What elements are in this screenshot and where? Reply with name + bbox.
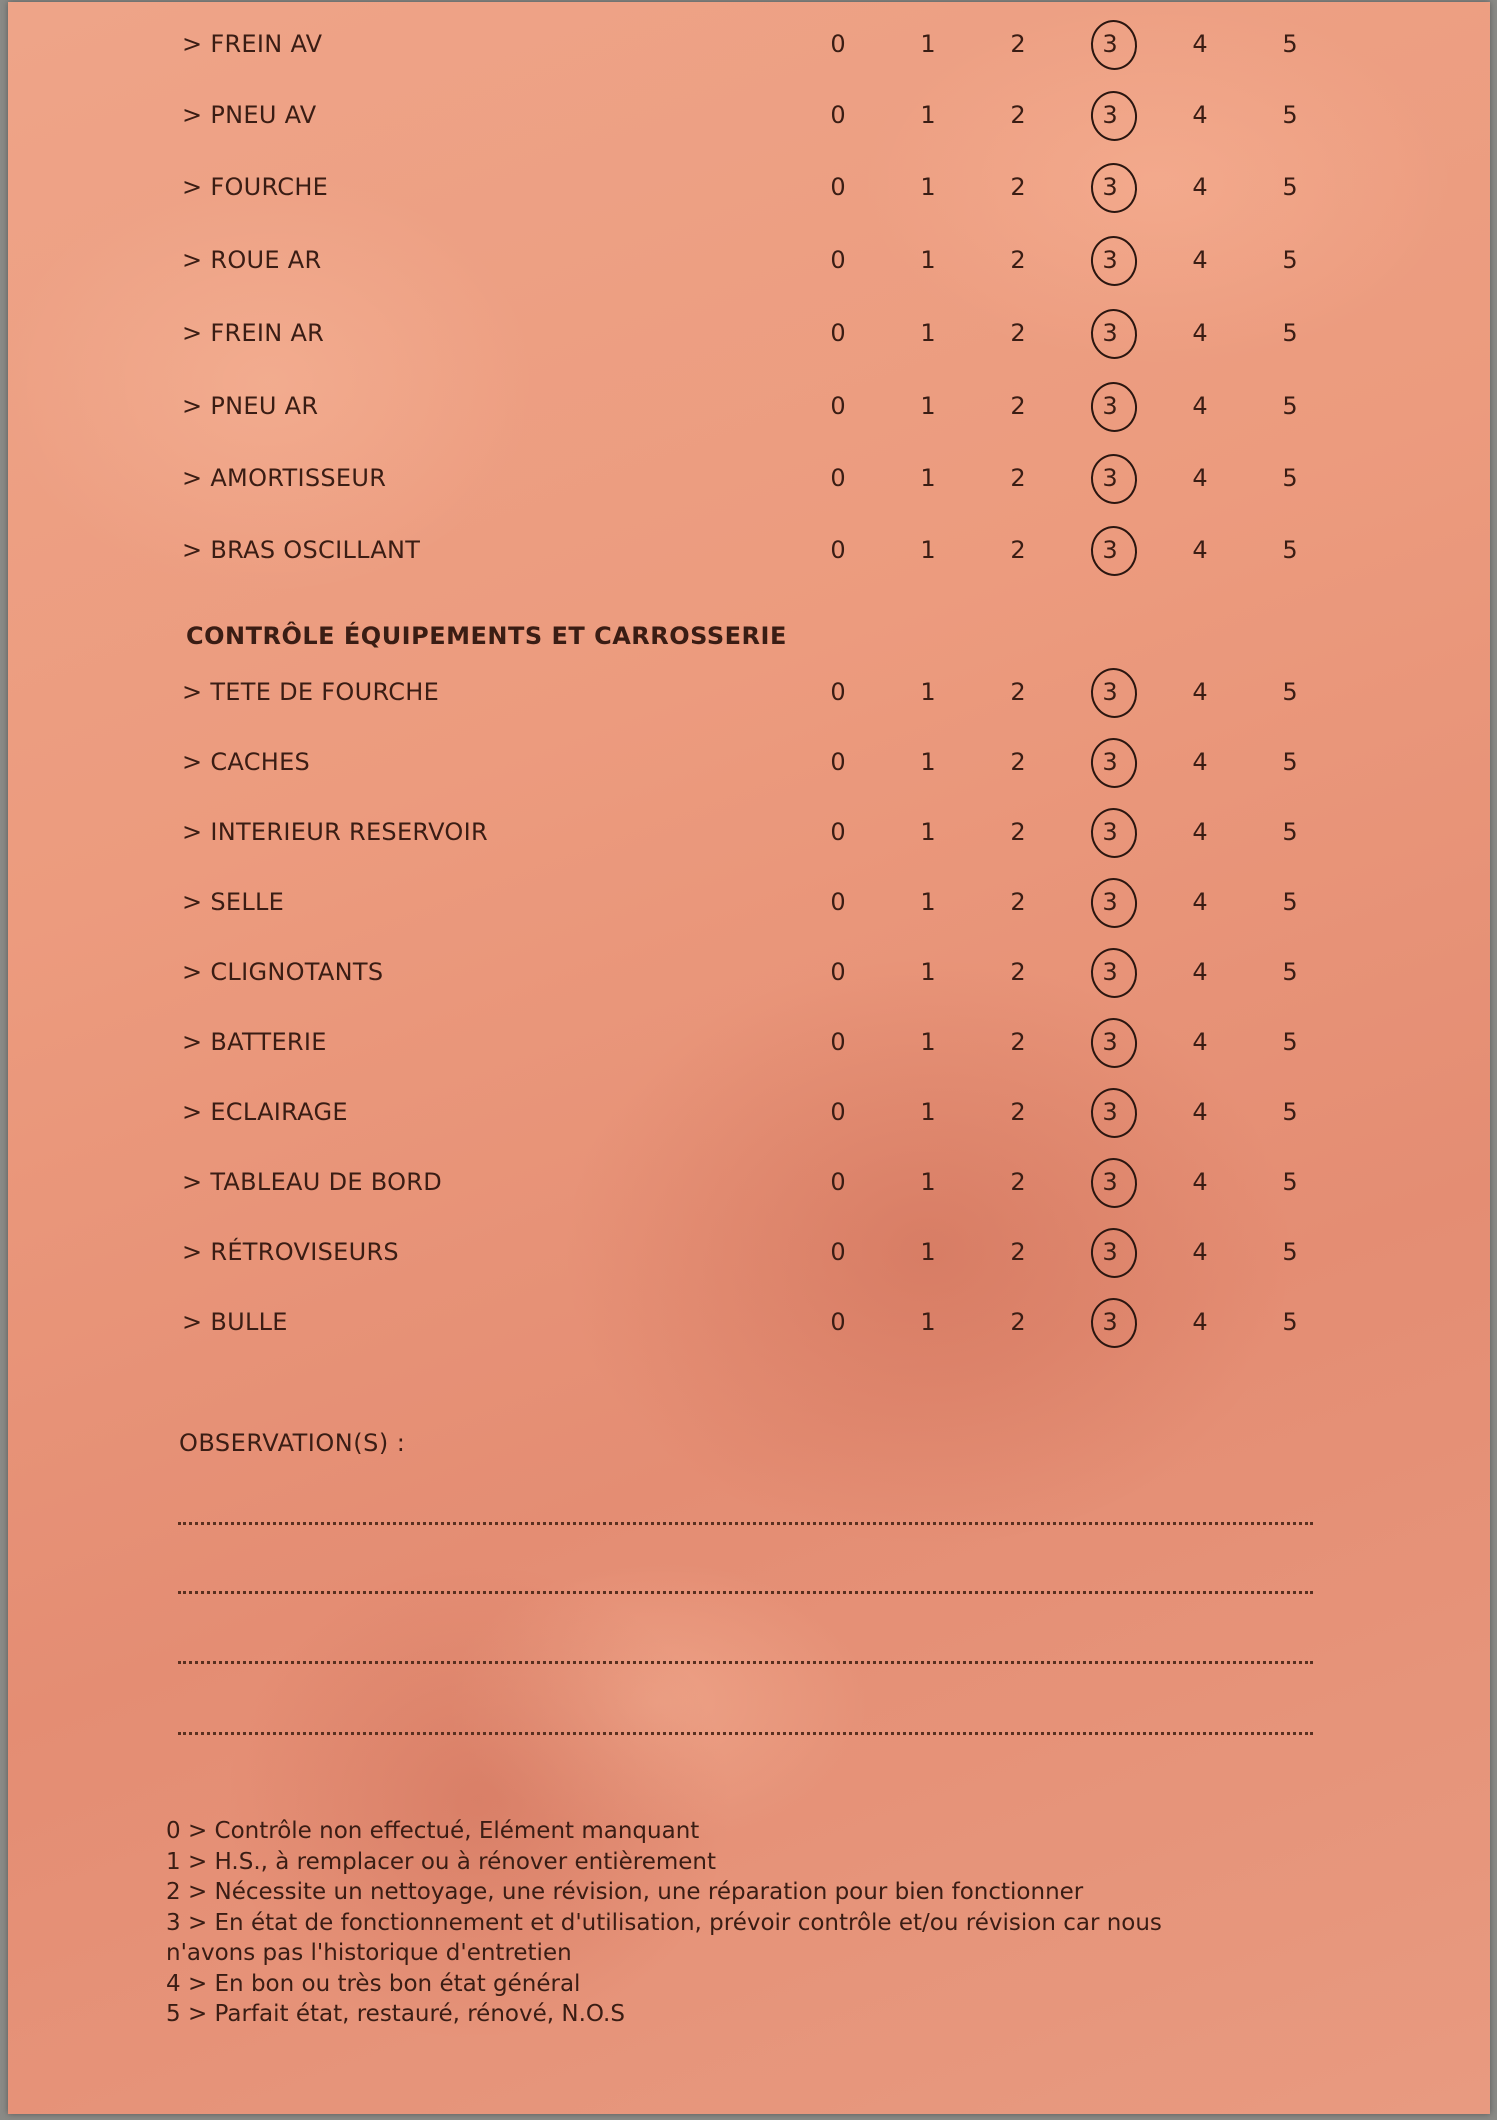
score-option[interactable]: 0 [830,1308,846,1336]
score-option[interactable]: 2 [1010,678,1026,706]
score-option[interactable]: 5 [1282,536,1298,564]
score-option-selected[interactable]: 3 [1090,1238,1130,1266]
score-option[interactable]: 1 [920,1238,936,1266]
score-option[interactable]: 1 [920,536,936,564]
score-option[interactable]: 0 [830,173,846,201]
score-option-selected[interactable]: 3 [1090,958,1130,986]
row-label: > CACHES [182,748,311,776]
score-option[interactable]: 5 [1282,1238,1298,1266]
score-option[interactable]: 2 [1010,246,1026,274]
checklist-row [8,744,1490,784]
observation-line[interactable] [178,1732,1313,1735]
checklist-row [8,954,1490,994]
checklist-row [8,884,1490,924]
row-label: > SELLE [182,888,285,916]
score-option[interactable]: 0 [830,1238,846,1266]
row-label: > CLIGNOTANTS [182,958,384,986]
score-option[interactable]: 5 [1282,888,1298,916]
score-option[interactable]: 1 [920,818,936,846]
score-option-selected[interactable]: 3 [1090,818,1130,846]
score-option-selected[interactable]: 3 [1090,392,1130,420]
score-option[interactable]: 2 [1010,1308,1026,1336]
score-option[interactable]: 2 [1010,536,1026,564]
score-option[interactable]: 1 [920,464,936,492]
score-option[interactable]: 1 [920,30,936,58]
score-option[interactable]: 4 [1192,101,1208,129]
score-option[interactable]: 0 [830,1168,846,1196]
section-title: CONTRÔLE ÉQUIPEMENTS ET CARROSSERIE [186,622,787,650]
score-option[interactable]: 5 [1282,678,1298,706]
score-option[interactable]: 0 [830,464,846,492]
score-option-selected[interactable]: 3 [1090,1028,1130,1056]
score-option[interactable]: 1 [920,1308,936,1336]
checklist-row [8,315,1490,355]
observation-line[interactable] [178,1591,1313,1594]
score-option[interactable]: 0 [830,818,846,846]
row-label: > PNEU AR [182,392,319,420]
score-option[interactable]: 4 [1192,173,1208,201]
score-option[interactable]: 2 [1010,1238,1026,1266]
score-option[interactable]: 4 [1192,319,1208,347]
score-option[interactable]: 4 [1192,536,1208,564]
score-option[interactable]: 1 [920,101,936,129]
row-label: > BATTERIE [182,1028,327,1056]
checklist-row [8,1024,1490,1064]
score-option-selected[interactable]: 3 [1090,888,1130,916]
legend-line: 2 > Nécessite un nettoyage, une révision, une réparation pour bien fonctionner [166,1879,1084,1905]
score-option[interactable]: 4 [1192,1028,1208,1056]
score-option[interactable]: 2 [1010,1028,1026,1056]
checklist-row [8,532,1490,572]
score-option[interactable]: 5 [1282,246,1298,274]
checklist-row [8,674,1490,714]
score-option[interactable]: 0 [830,888,846,916]
score-option-selected[interactable]: 3 [1090,748,1130,776]
score-option-selected[interactable]: 3 [1090,101,1130,129]
score-option[interactable]: 1 [920,246,936,274]
score-option[interactable]: 5 [1282,748,1298,776]
inspection-sheet [8,2,1490,2114]
checklist-row [8,97,1490,137]
score-option[interactable]: 4 [1192,958,1208,986]
score-option[interactable]: 4 [1192,464,1208,492]
score-option-selected[interactable]: 3 [1090,1098,1130,1126]
score-option[interactable]: 4 [1192,1168,1208,1196]
score-option[interactable]: 1 [920,392,936,420]
checklist-row [8,460,1490,500]
score-option[interactable]: 5 [1282,30,1298,58]
score-option-selected[interactable]: 3 [1090,464,1130,492]
score-option[interactable]: 0 [830,246,846,274]
score-option[interactable]: 0 [830,319,846,347]
score-option[interactable]: 0 [830,678,846,706]
observation-line[interactable] [178,1522,1313,1525]
score-option[interactable]: 2 [1010,1098,1026,1126]
score-option-selected[interactable]: 3 [1090,678,1130,706]
score-option[interactable]: 4 [1192,246,1208,274]
row-label: > TABLEAU DE BORD [182,1168,443,1196]
score-option[interactable]: 5 [1282,818,1298,846]
checklist-row [8,388,1490,428]
score-option[interactable]: 1 [920,1098,936,1126]
score-option[interactable]: 4 [1192,678,1208,706]
score-option[interactable]: 2 [1010,1168,1026,1196]
score-option[interactable]: 0 [830,30,846,58]
score-option[interactable]: 4 [1192,748,1208,776]
score-option[interactable]: 2 [1010,818,1026,846]
legend-line: 5 > Parfait état, restauré, rénové, N.O.S [166,2001,625,2027]
legend-line: n'avons pas l'historique d'entretien [166,1940,572,1966]
score-option-selected[interactable]: 3 [1090,1168,1130,1196]
checklist-row [8,1234,1490,1274]
score-option[interactable]: 0 [830,1098,846,1126]
score-option[interactable]: 1 [920,678,936,706]
checklist-row [8,1164,1490,1204]
legend-line: 3 > En état de fonctionnement et d'utilisation, prévoir contrôle et/ou révision car nous [166,1909,1162,1936]
row-label: > INTERIEUR RESERVOIR [182,818,488,846]
row-label: > BULLE [182,1308,288,1336]
checklist-row [8,814,1490,854]
score-option[interactable]: 1 [920,173,936,201]
score-option[interactable]: 5 [1282,464,1298,492]
row-label: > TETE DE FOURCHE [182,678,440,706]
checklist-row [8,169,1490,209]
score-option[interactable]: 5 [1282,1308,1298,1336]
score-option[interactable]: 1 [920,748,936,776]
score-option[interactable]: 0 [830,958,846,986]
row-label: > ROUE AR [182,246,322,274]
score-option[interactable]: 4 [1192,30,1208,58]
score-option[interactable]: 4 [1192,1098,1208,1126]
score-option[interactable]: 5 [1282,1098,1298,1126]
score-option[interactable]: 1 [920,319,936,347]
row-label: > BRAS OSCILLANT [182,536,421,564]
score-option[interactable]: 4 [1192,1238,1208,1266]
score-option[interactable]: 4 [1192,818,1208,846]
score-option-selected[interactable]: 3 [1090,173,1130,201]
score-option[interactable]: 0 [830,748,846,776]
score-option[interactable]: 2 [1010,392,1026,420]
score-option[interactable]: 2 [1010,888,1026,916]
checklist-row [8,1304,1490,1344]
row-label: > AMORTISSEUR [182,464,387,492]
checklist-row [8,26,1490,66]
score-option[interactable]: 1 [920,1168,936,1196]
legend-line: 0 > Contrôle non effectué, Elément manquant [166,1818,700,1844]
score-option[interactable]: 5 [1282,101,1298,129]
score-option[interactable]: 5 [1282,319,1298,347]
score-option[interactable]: 2 [1010,173,1026,201]
legend-line: 1 > H.S., à remplacer ou à rénover entièrement [166,1848,717,1875]
row-label: > FOURCHE [182,173,329,201]
row-label: > RÉTROVISEURS [182,1238,399,1266]
score-option-selected[interactable]: 3 [1090,30,1130,58]
score-option[interactable]: 2 [1010,101,1026,129]
score-option[interactable]: 5 [1282,1168,1298,1196]
score-option[interactable]: 4 [1192,392,1208,420]
row-label: > FREIN AV [182,30,323,58]
score-option[interactable]: 0 [830,392,846,420]
legend-line: 4 > En bon ou très bon état général [166,1970,581,1997]
score-legend [166,1816,1316,2030]
row-label: > PNEU AV [182,101,317,129]
score-option[interactable]: 5 [1282,392,1298,420]
score-option[interactable]: 0 [830,1028,846,1056]
score-option[interactable]: 2 [1010,748,1026,776]
score-option[interactable]: 5 [1282,1028,1298,1056]
score-option[interactable]: 1 [920,888,936,916]
score-option-selected[interactable]: 3 [1090,536,1130,564]
score-option-selected[interactable]: 3 [1090,1308,1130,1336]
score-option[interactable]: 4 [1192,888,1208,916]
score-option[interactable]: 0 [830,101,846,129]
score-option[interactable]: 5 [1282,173,1298,201]
score-option-selected[interactable]: 3 [1090,246,1130,274]
score-option[interactable]: 1 [920,958,936,986]
checklist-row [8,242,1490,282]
checklist-row [8,1094,1490,1134]
score-option[interactable]: 2 [1010,464,1026,492]
score-option-selected[interactable]: 3 [1090,319,1130,347]
observations-title: OBSERVATION(S) : [179,1429,406,1457]
observation-line[interactable] [178,1661,1313,1664]
score-option[interactable]: 1 [920,1028,936,1056]
score-option[interactable]: 5 [1282,958,1298,986]
row-label: > ECLAIRAGE [182,1098,348,1126]
score-option[interactable]: 2 [1010,319,1026,347]
row-label: > FREIN AR [182,319,325,347]
score-option[interactable]: 0 [830,536,846,564]
score-option[interactable]: 4 [1192,1308,1208,1336]
score-option[interactable]: 2 [1010,30,1026,58]
score-option[interactable]: 2 [1010,958,1026,986]
